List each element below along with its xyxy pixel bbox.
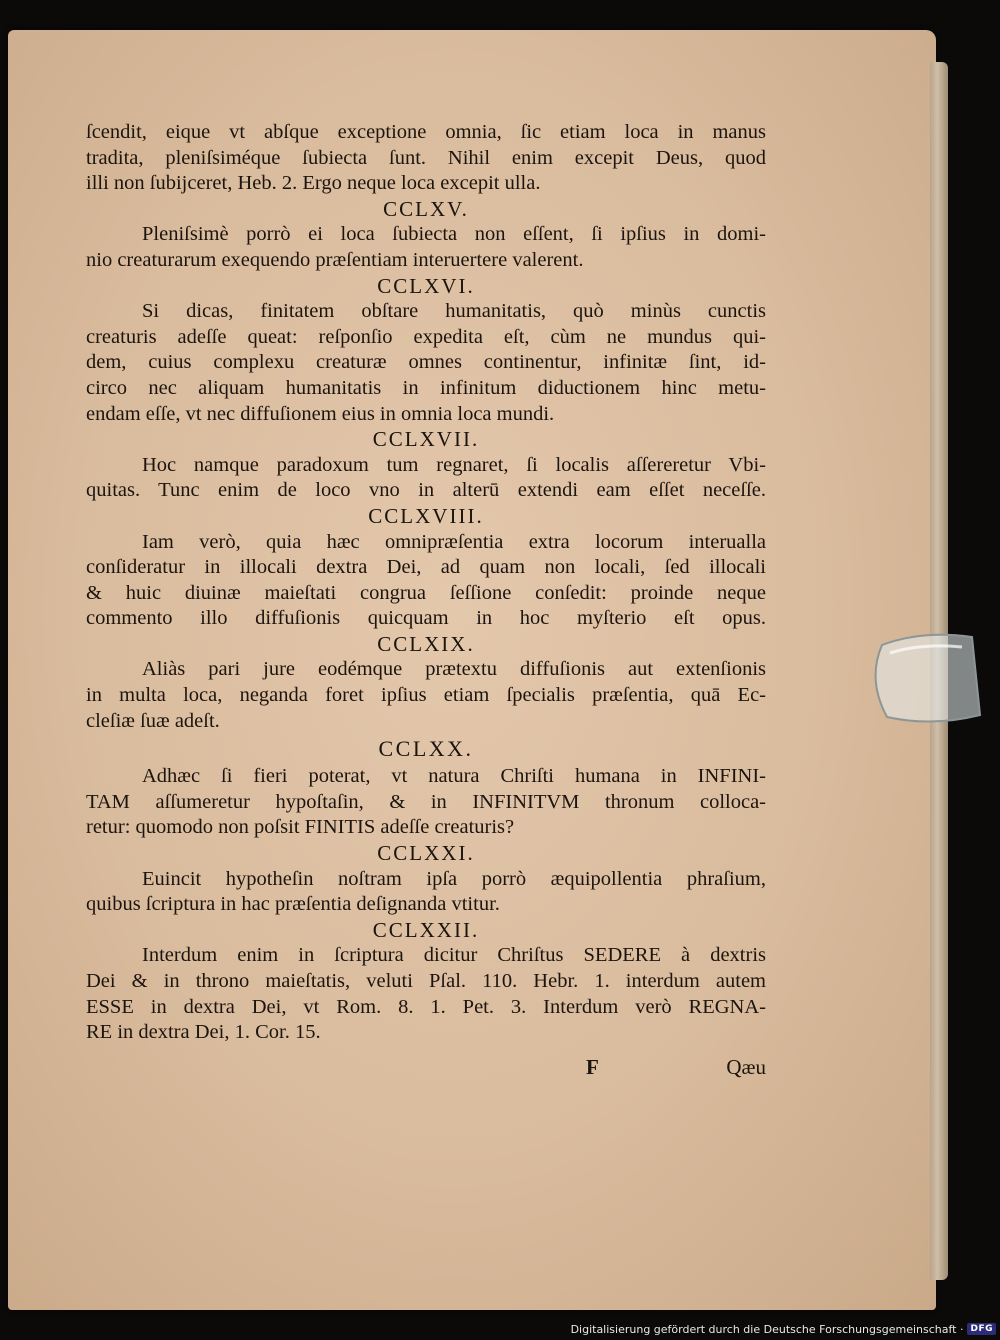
text-line: quibus ſcriptura in hac præſentia deſignanda vtitur. — [86, 893, 500, 916]
text-line: conſideratur in illocali dextra Dei, ad quam non locali, ſed illocali — [86, 556, 766, 579]
text-line: quitas. Tunc enim de loco vno in alterū extendi eam eſſet neceſſe. — [86, 479, 766, 502]
text-line: Si dicas, finitatem obſtare humanitatis, quò minùs cunctis — [142, 300, 766, 323]
body-text — [86, 120, 766, 1046]
section-number: CCLXVI. — [377, 273, 475, 298]
text-line: illi non ſubijceret, Heb. 2. Ergo neque loca excepit ulla. — [86, 172, 541, 195]
credit-text: Digitalisierung gefördert durch die Deutsche Forschungsgemeinschaft · — [570, 1322, 964, 1336]
text-line: tradita, pleniſsiméque ſubiecta ſunt. Nihil enim excepit Deus, quod — [86, 146, 766, 169]
text-line: nio creaturarum exequendo præſentiam interuertere valerent. — [86, 248, 584, 271]
text-line: endam eſſe, vt nec diffuſionem eius in omnia loca mundi. — [86, 402, 555, 425]
text-line: Dei & in throno maieſtatis, veluti Pſal. 110. Hebr. 1. interdum autem — [86, 970, 766, 992]
text-line: retur: quomodo non poſsit FINITIS adeſſe creaturis? — [86, 816, 515, 839]
text-line: commento illo diffuſionis quicquam in hoc myſterio eſt opus. — [86, 607, 766, 630]
section-number: CCLXX. — [378, 736, 474, 762]
text-line: Iam verò, quia hæc omnipræſentia extra locorum interualla — [142, 530, 766, 553]
text-line: Adhæc ſi fieri poterat, vt natura Chriſti humana in INFINI- — [142, 765, 766, 788]
text-line: cleſiæ ſuæ adeſt. — [86, 709, 220, 732]
text-line: & huic diuinæ maieſtati congrua ſeſſione conſedit: proinde neque — [86, 581, 766, 604]
text-line: Euincit hypotheſin noſtram ipſa porrò æquipollentia phraſium, — [142, 867, 766, 890]
dfg-logo: DFG — [967, 1323, 996, 1335]
text-line: dem, cuius complexu creaturæ omnes continentur, infinitæ ſint, id- — [86, 351, 766, 374]
signature-mark: F — [586, 1055, 599, 1079]
digitization-credit — [571, 1320, 996, 1338]
text-line: in multa loca, neganda foret ipſius etiam ſpecialis præſentia, quā Ec- — [86, 684, 766, 707]
text-line: Pleniſsimè porrò ei loca ſubiecta non eſſent, ſi ipſius in domi- — [142, 223, 766, 246]
section-number: CCLXXII. — [372, 917, 480, 942]
text-line: creaturis adeſſe queat: reſponſio expedita eſt, cùm ne mundus qui- — [86, 325, 766, 348]
text-line: Hoc namque paradoxum tum regnaret, ſi localis aſſereretur Vbi- — [142, 453, 766, 476]
page-clip — [862, 625, 982, 735]
section-number: CCLXIX. — [377, 631, 475, 656]
text-line: ſcendit, eique vt abſque exceptione omnia, ſic etiam loca in manus — [86, 121, 766, 143]
text-line: ESSE in dextra Dei, vt Rom. 8. 1. Pet. 3. Interdum verò REGNA- — [86, 995, 766, 1018]
catchword: Qæu — [726, 1055, 766, 1079]
text-line: TAM aſſumeretur hypoſtaſin, & in INFINITVM thronum colloca- — [86, 790, 766, 813]
page-footer — [86, 1055, 766, 1083]
text-line: Interdum enim in ſcriptura dicitur Chriſtus SEDERE à dextris — [142, 944, 766, 967]
text-line: circo nec aliquam humanitatis in infinitum diductionem hinc metu- — [86, 376, 766, 399]
section-number: CCLXV. — [383, 196, 469, 221]
section-number: CCLXVII. — [372, 427, 480, 452]
section-number: CCLXVIII. — [368, 503, 484, 528]
text-line: Aliàs pari jure eodémque prætextu diffuſionis aut extenſionis — [142, 658, 766, 681]
text-line: RE in dextra Dei, 1. Cor. 15. — [86, 1021, 321, 1044]
section-number: CCLXXI. — [377, 841, 475, 866]
